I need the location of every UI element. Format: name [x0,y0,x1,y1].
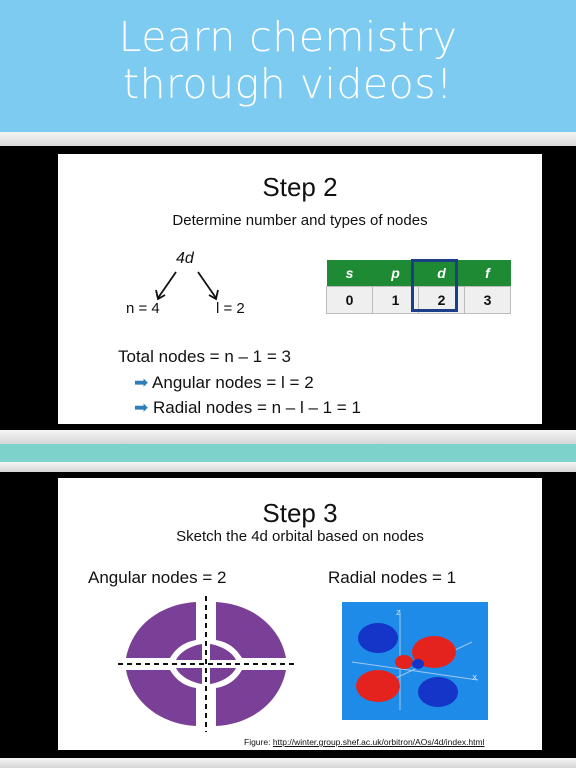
d-highlight-box [411,259,458,312]
table-header-s: s [327,260,373,287]
angular-nodes-row [134,373,314,393]
slide-step-3 [58,478,542,750]
n-label: n = 4 [126,300,160,317]
angular-nodes-label: Angular nodes = 2 [88,568,227,587]
slide-step-2 [58,154,542,424]
hero-line-1: Learn chemistry [118,13,458,61]
orbital-label: 4d [176,250,194,267]
slide-title: Step 3 [262,498,338,528]
bullet-arrow-icon: ➡ [134,398,149,417]
teal-band [0,444,576,462]
hero-line-2: through videos! [123,60,453,108]
table-header-d: d [419,260,465,287]
device-frame-top [0,132,576,146]
radial-nodes-label: Radial nodes = 1 [328,568,457,587]
total-nodes-text: Total nodes = n – 1 = 3 [118,347,291,366]
table-value-s: 0 [327,287,373,314]
device-frame-separator [0,430,576,444]
radial-nodes-text: Radial nodes = n – l – 1 = 1 [152,398,361,417]
radial-nodes-row [134,398,361,418]
device-frame-bottom [0,758,576,768]
video-player-1[interactable] [0,146,576,430]
figure-link[interactable]: http://winter.group.shef.ac.uk/orbitron/AOs/4d/index.html [272,737,485,747]
table-value-f: 3 [465,287,511,314]
figure-caption [244,737,485,747]
axis-x-label: x [472,673,478,683]
figure-prefix: Figure: [244,737,273,747]
angular-nodes-text: Angular nodes = l = 2 [152,373,314,392]
device-frame-separator [0,462,576,472]
l-label: l = 2 [216,300,245,317]
angular-nodes-sketch [118,596,294,732]
hero-banner [0,0,576,132]
table-header-p: p [373,260,419,287]
radial-lobes-image [342,602,488,720]
radial-node-render [342,602,488,720]
video-player-2[interactable] [0,472,576,758]
slide-title: Step 2 [262,172,338,202]
slide-subtitle: Sketch the 4d orbital based on nodes [176,528,424,545]
table-value-p: 1 [373,287,419,314]
bullet-arrow-icon: ➡ [134,373,149,392]
axis-z-label: z [396,608,401,618]
table-value-d: 2 [419,287,465,314]
slide-subtitle: Determine number and types of nodes [172,212,428,229]
table-header-f: f [465,260,511,287]
